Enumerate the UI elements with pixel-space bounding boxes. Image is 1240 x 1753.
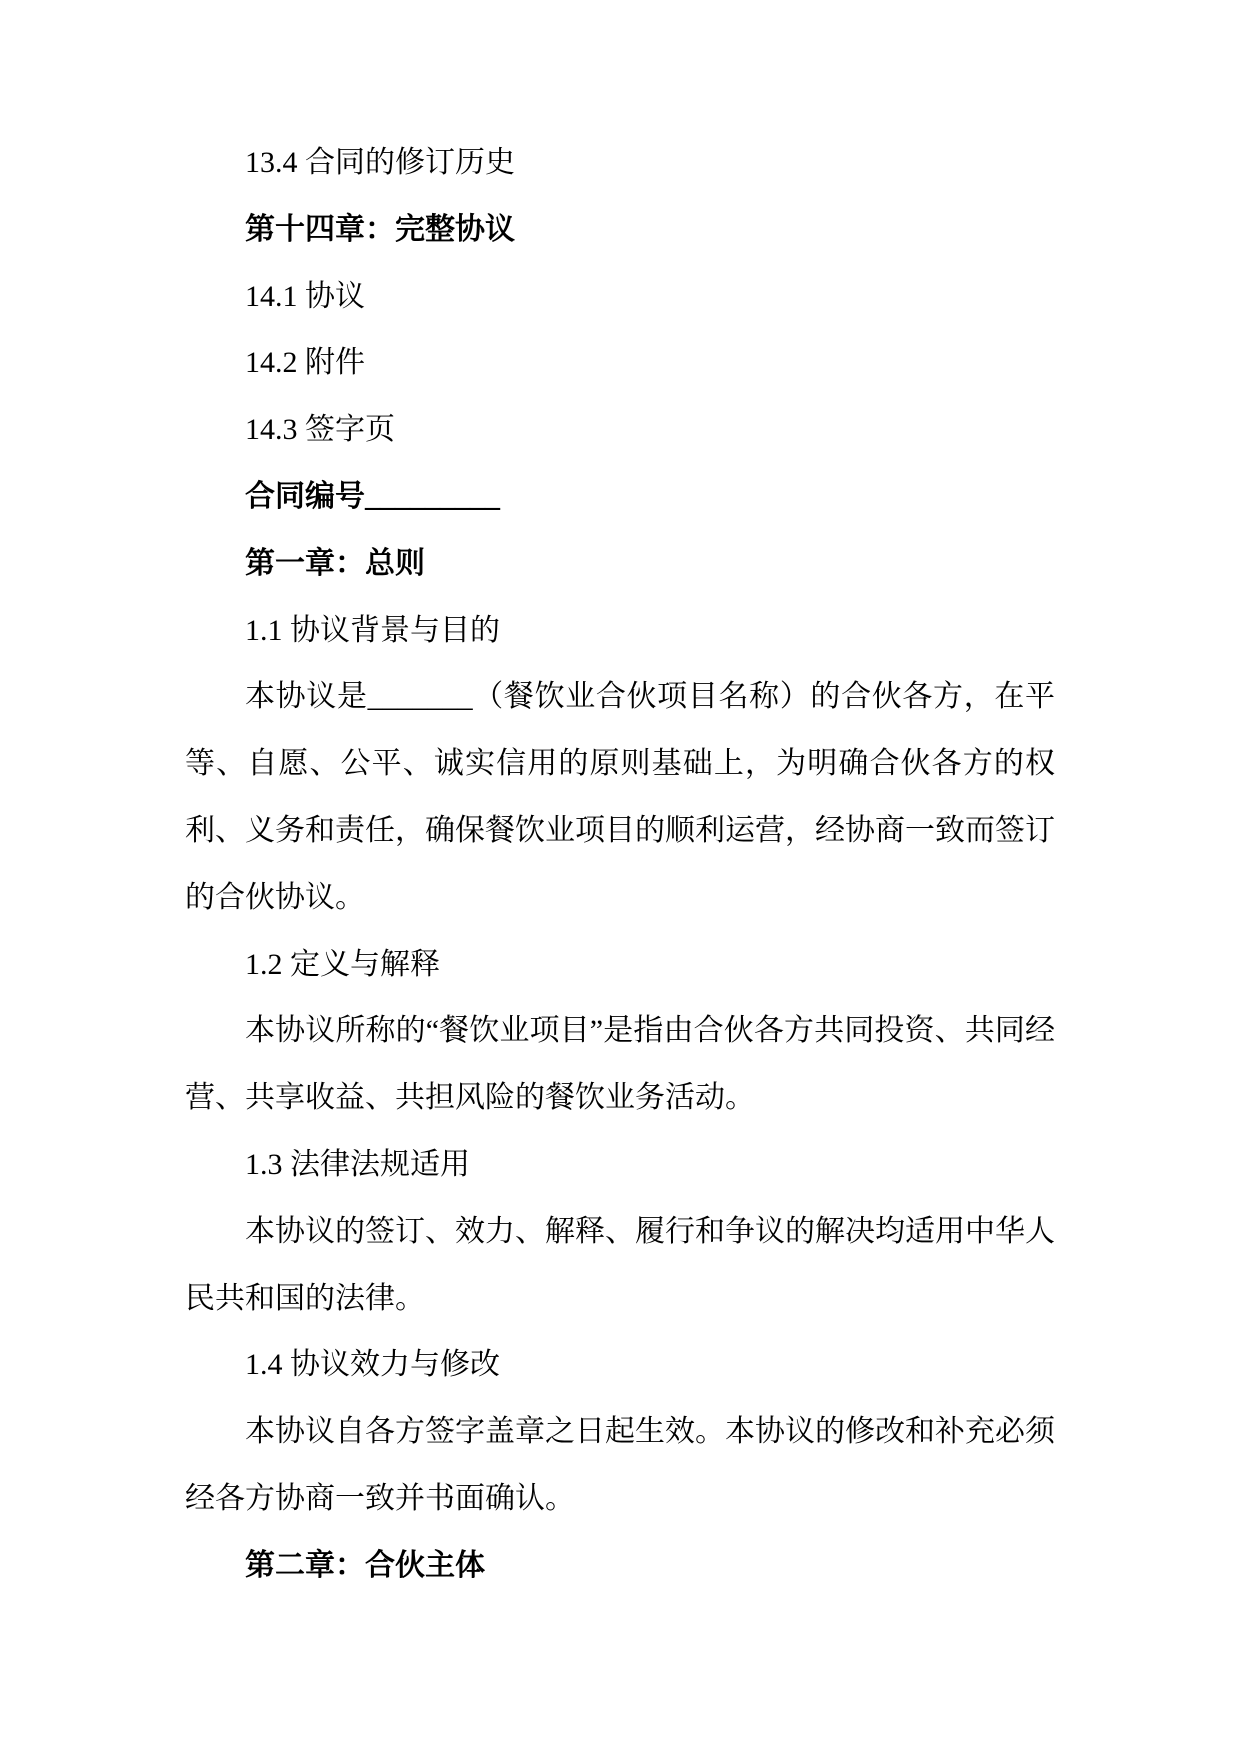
section-item-1-2: 1.2 定义与解释: [245, 947, 440, 981]
chapter-heading-2: 第二章：合伙主体: [245, 1548, 485, 1582]
toc-item-14-1: 14.1 协议: [245, 279, 365, 313]
paragraph-1-1-body: 本协议是_______（餐饮业合伙项目名称）的合伙各方，在平等、自愿、公平、诚实信用的原则基础上，为明确合伙各方的权利、义务和责任，确保餐饮业项目的顺利运营，经协商一致而签订的合伙协议。: [185, 680, 1055, 914]
paragraph-1-3-body: 本协议的签订、效力、解释、履行和争议的解决均适用中华人民共和国的法律。: [185, 1214, 1055, 1315]
contract-number-line: 合同编号_________: [245, 479, 500, 513]
section-item-1-1: 1.1 协议背景与目的: [245, 613, 500, 647]
chapter-heading-14: 第十四章：完整协议: [245, 212, 515, 246]
toc-item-14-2: 14.2 附件: [245, 346, 365, 380]
toc-item-13-4: 13.4 合同的修订历史: [245, 146, 515, 179]
chapter-heading-1: 第一章：总则: [245, 546, 425, 580]
toc-item-14-3: 14.3 签字页: [245, 413, 395, 447]
section-item-1-4: 1.4 协议效力与修改: [245, 1348, 500, 1382]
paragraph-1-4-body: 本协议自各方签字盖章之日起生效。本协议的修改和补充必须经各方协商一致并书面确认。: [185, 1415, 1055, 1515]
section-item-1-3: 1.3 法律法规适用: [245, 1147, 470, 1181]
paragraph-1-2-body: 本协议所称的“餐饮业项目”是指由合伙各方共同投资、共同经营、共享收益、共担风险的餐饮业务活动。: [185, 1014, 1055, 1115]
